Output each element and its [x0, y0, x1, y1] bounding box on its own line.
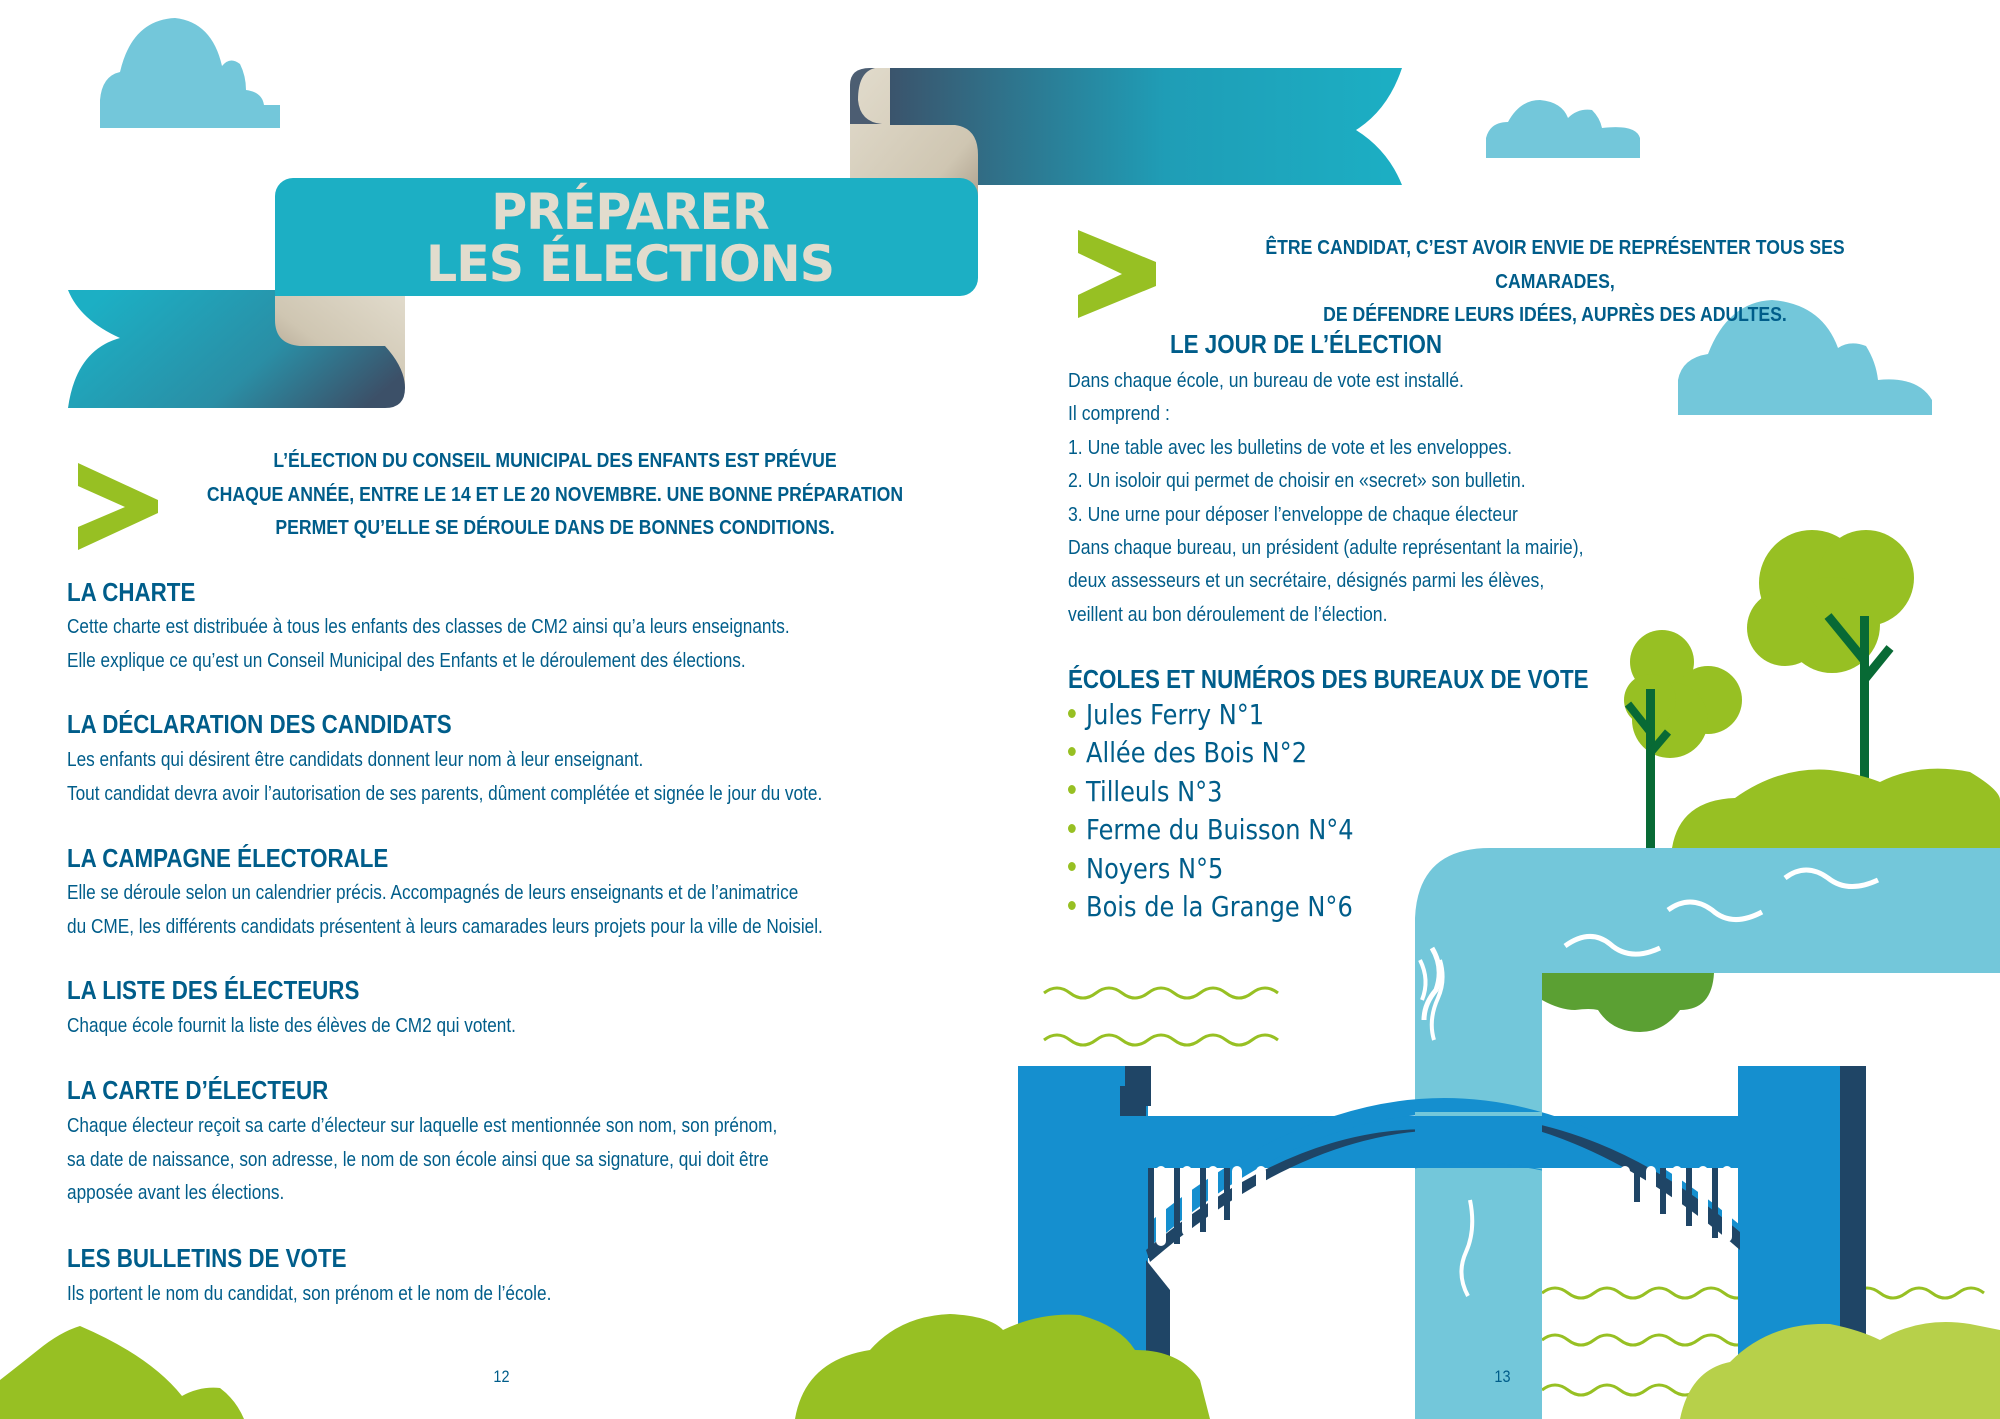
- bush-bottom-right: [1680, 1322, 2000, 1419]
- bullet-icon: [1068, 824, 1076, 833]
- railing: [1698, 1166, 1708, 1230]
- list-item: [1068, 850, 1354, 888]
- bush-bottom-left: [0, 1326, 244, 1419]
- body-line: Elle se déroule selon un calendrier précis. Accompagnés de leurs enseignants et de l’animatrice: [67, 881, 799, 904]
- bush-under-river: [1542, 973, 1714, 1032]
- chevron-right-icon-left: [78, 463, 158, 550]
- body-line: veillent au bon déroulement de l’élection.: [1068, 602, 1388, 626]
- section-body-charte: [67, 610, 790, 677]
- railing: [1722, 1166, 1732, 1242]
- section-body-liste: [67, 1009, 516, 1043]
- section-heading-ecoles: ÉCOLES ET NUMÉROS DES BUREAUX DE VOTE: [1068, 664, 1589, 694]
- list-item: [1068, 888, 1354, 926]
- railing: [1646, 1166, 1656, 1206]
- body-line: Il comprend :: [1068, 402, 1170, 426]
- school-list: [1068, 696, 1354, 926]
- bush-right-top: [1672, 769, 2000, 848]
- section-body-bulletins: [67, 1277, 551, 1311]
- page-title: [287, 183, 973, 293]
- body-line: sa date de naissance, son adresse, le nom de son école ainsi que sa signature, qui doit être: [67, 1147, 769, 1171]
- squiggle: [1044, 1035, 1278, 1045]
- railing: [1156, 1166, 1166, 1246]
- right-intro: [1207, 231, 1904, 332]
- body-line: deux assesseurs et un secrétaire, désignés parmi les élèves,: [1068, 569, 1545, 593]
- school-name: Allée des Bois N°2: [1086, 736, 1308, 770]
- squiggle: [1044, 988, 1278, 998]
- page-number-right: 13: [1494, 1367, 1511, 1386]
- body-line: 1. Une table avec les bulletins de vote et les enveloppes.: [1068, 435, 1512, 459]
- list-item: [1068, 811, 1354, 849]
- body-line: Dans chaque bureau, un président (adulte représentant la mairie),: [1068, 536, 1584, 560]
- bullet-icon: [1068, 785, 1076, 794]
- body-line: 3. Une urne pour déposer l’enveloppe de chaque électeur: [1068, 502, 1518, 526]
- body-line: Cette charte est distribuée à tous les enfants des classes de CM2 ainsi qu’a leurs enseignants.: [67, 615, 790, 638]
- section-heading-liste: LA LISTE DES ÉLECTEURS: [67, 975, 360, 1005]
- section-heading-charte: LA CHARTE: [67, 577, 196, 607]
- page-number-left: 12: [493, 1367, 510, 1386]
- list-item: [1068, 773, 1354, 811]
- left-intro-line: PERMET QU’ELLE SE DÉROULE DANS DE BONNES CONDITIONS.: [275, 516, 835, 539]
- body-line: 2. Un isoloir qui permet de choisir en «secret» son bulletin.: [1068, 469, 1526, 493]
- body-line: Chaque électeur reçoit sa carte d’électeur sur laquelle est mentionnée son nom, son prénom,: [67, 1114, 778, 1137]
- bullet-icon: [1068, 901, 1076, 910]
- railing: [1256, 1166, 1266, 1202]
- title-line-1: PRÉPARER: [491, 183, 769, 241]
- list-item: [1068, 696, 1354, 734]
- body-line: apposée avant les élections.: [67, 1181, 285, 1204]
- section-heading-jour: LE JOUR DE L’ÉLECTION: [1170, 329, 1443, 359]
- title-line-2: LES ÉLECTIONS: [425, 235, 835, 293]
- section-heading-bulletins: LES BULLETINS DE VOTE: [67, 1243, 347, 1273]
- section-body-campagne: [67, 876, 823, 943]
- railing: [1232, 1166, 1242, 1212]
- section-heading-carte: LA CARTE D’ÉLECTEUR: [67, 1075, 329, 1105]
- section-heading-campagne: LA CAMPAGNE ÉLECTORALE: [67, 843, 389, 873]
- left-intro-line: L’ÉLECTION DU CONSEIL MUNICIPAL DES ENFANTS EST PRÉVUE: [273, 449, 837, 472]
- bullet-icon: [1068, 709, 1076, 718]
- school-name: Jules Ferry N°1: [1086, 698, 1265, 731]
- school-name: Bois de la Grange N°6: [1086, 890, 1353, 924]
- bullet-icon: [1068, 747, 1076, 756]
- cloud-top-right: [1486, 100, 1640, 158]
- body-line: Les enfants qui désirent être candidats donnent leur nom à leur enseignant.: [67, 748, 644, 771]
- railing: [1182, 1166, 1192, 1236]
- railing: [1620, 1166, 1630, 1196]
- school-name: Ferme du Buisson N°4: [1086, 813, 1354, 847]
- chevron-right-icon-right: [1078, 230, 1156, 318]
- left-intro: [190, 444, 921, 545]
- body-line: du CME, les différents candidats présentent à leurs camarades leurs projets pour la ville de Noisiel.: [67, 914, 823, 938]
- school-name: Tilleuls N°3: [1086, 774, 1223, 808]
- body-line: Elle explique ce qu’est un Conseil Municipal des Enfants et le déroulement des élections.: [67, 648, 746, 672]
- body-line: Chaque école fournit la liste des élèves de CM2 qui votent.: [67, 1014, 516, 1037]
- right-intro-line: DE DÉFENDRE LEURS IDÉES, AUPRÈS DES ADULTES.: [1323, 303, 1787, 326]
- list-item: [1068, 734, 1354, 772]
- body-line: Ils portent le nom du candidat, son prénom et le nom de l’école.: [67, 1282, 552, 1305]
- railing: [1672, 1166, 1682, 1218]
- section-heading-declaration: LA DÉCLARATION DES CANDIDATS: [67, 709, 452, 739]
- body-line: Dans chaque école, un bureau de vote est installé.: [1068, 369, 1464, 392]
- section-body-declaration: [67, 743, 822, 810]
- section-body-carte: [67, 1109, 777, 1210]
- bullet-icon: [1068, 862, 1076, 871]
- right-intro-line: ÊTRE CANDIDAT, C’EST AVOIR ENVIE DE REPRÉSENTER TOUS SES CAMARADES,: [1265, 236, 1845, 293]
- railing: [1208, 1166, 1218, 1224]
- left-intro-line: CHAQUE ANNÉE, ENTRE LE 14 ET LE 20 NOVEMBRE. UNE BONNE PRÉPARATION: [206, 482, 904, 506]
- section-body-jour: [1068, 364, 1584, 631]
- body-line: Tout candidat devra avoir l’autorisation de ses parents, dûment complétée et signée le jour du vote.: [67, 781, 823, 805]
- cloud-top-left: [100, 18, 280, 128]
- school-name: Noyers N°5: [1086, 851, 1224, 885]
